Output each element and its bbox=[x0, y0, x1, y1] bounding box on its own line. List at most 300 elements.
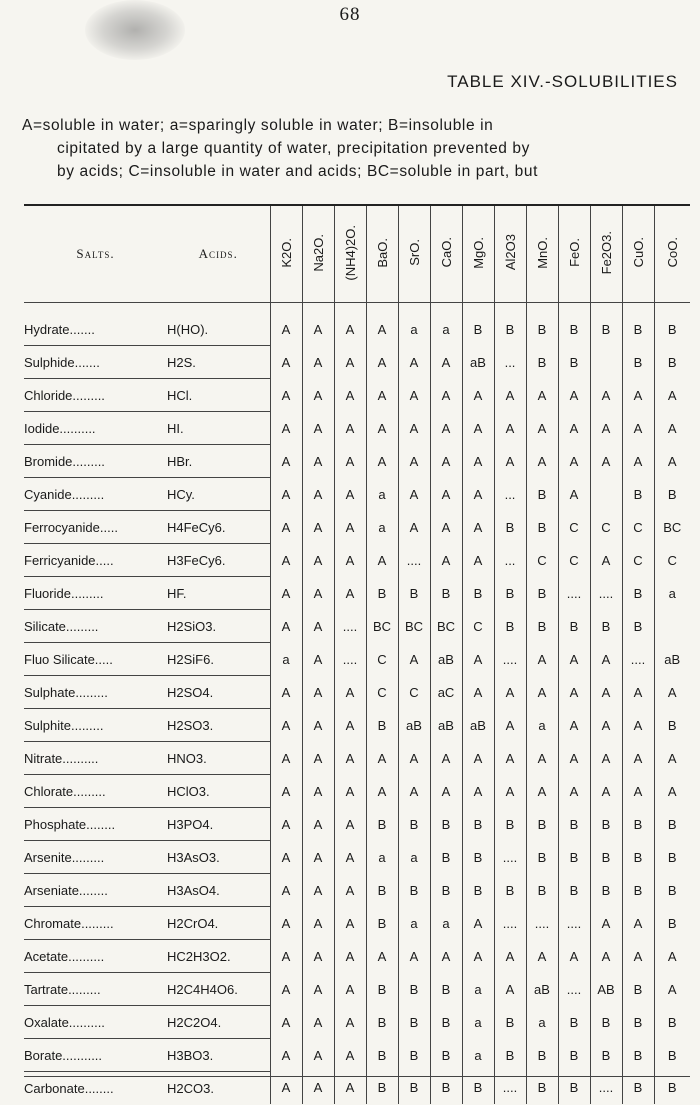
solubility-cell: A bbox=[622, 445, 654, 478]
solubility-cell: A bbox=[398, 412, 430, 445]
solubility-cell: B bbox=[558, 1006, 590, 1039]
table-row bbox=[24, 973, 690, 1006]
solubility-cell: B bbox=[558, 808, 590, 841]
solubility-cell: A bbox=[302, 379, 334, 412]
base-header bbox=[430, 205, 462, 303]
base-header-label: BaO. bbox=[374, 237, 390, 268]
solubility-cell: B bbox=[590, 1039, 622, 1072]
solubility-cell: B bbox=[590, 1006, 622, 1039]
solubility-cell: B bbox=[462, 313, 494, 346]
solubility-cell: A bbox=[398, 445, 430, 478]
solubility-cell: B bbox=[622, 478, 654, 511]
solubility-cell: A bbox=[270, 775, 302, 808]
table-row bbox=[24, 1039, 690, 1072]
acid-formula: HClO3. bbox=[167, 775, 270, 808]
solubility-cell: ... bbox=[494, 346, 526, 379]
solubility-cell: B bbox=[590, 313, 622, 346]
salt-name: Acetate.......... bbox=[24, 940, 167, 973]
solubility-cell: A bbox=[302, 1072, 334, 1105]
solubility-cell: A bbox=[302, 478, 334, 511]
solubility-cell: A bbox=[302, 577, 334, 610]
solubility-cell: B bbox=[622, 577, 654, 610]
solubility-cell: B bbox=[462, 808, 494, 841]
solubility-cell: B bbox=[398, 1072, 430, 1105]
solubility-cell: A bbox=[302, 973, 334, 1006]
solubility-cell: C bbox=[398, 676, 430, 709]
solubility-cell: A bbox=[334, 445, 366, 478]
solubility-cell: A bbox=[270, 742, 302, 775]
solubility-cell: A bbox=[430, 445, 462, 478]
base-header bbox=[654, 205, 690, 303]
solubility-cell: B bbox=[654, 907, 690, 940]
solubility-cell: .... bbox=[494, 907, 526, 940]
solubility-cell: B bbox=[654, 1006, 690, 1039]
solubility-cell: A bbox=[302, 742, 334, 775]
solubility-cell: A bbox=[398, 379, 430, 412]
solubility-cell bbox=[590, 346, 622, 379]
solubility-cell: A bbox=[334, 379, 366, 412]
solubility-cell: A bbox=[622, 775, 654, 808]
acid-formula: HNO3. bbox=[167, 742, 270, 775]
solubility-cell: A bbox=[622, 940, 654, 973]
solubility-cell: A bbox=[334, 808, 366, 841]
table-row bbox=[24, 643, 690, 676]
solubility-cell: A bbox=[590, 676, 622, 709]
solubility-cell: B bbox=[526, 841, 558, 874]
solubility-cell: A bbox=[654, 412, 690, 445]
solubility-cell: A bbox=[302, 841, 334, 874]
salt-name: Hydrate....... bbox=[24, 313, 167, 346]
solubility-cell: A bbox=[270, 445, 302, 478]
solubility-cell: A bbox=[654, 445, 690, 478]
solubility-cell: A bbox=[334, 841, 366, 874]
solubility-cell: a bbox=[366, 478, 398, 511]
solubility-cell: A bbox=[654, 775, 690, 808]
solubility-cell: A bbox=[558, 379, 590, 412]
solubility-cell: AB bbox=[590, 973, 622, 1006]
solubility-cell: B bbox=[654, 313, 690, 346]
base-header bbox=[366, 205, 398, 303]
table-row bbox=[24, 412, 690, 445]
solubility-cell: .... bbox=[334, 610, 366, 643]
solubility-cell: A bbox=[494, 709, 526, 742]
solubility-cell: A bbox=[590, 907, 622, 940]
solubility-cell: a bbox=[270, 643, 302, 676]
table-row bbox=[24, 907, 690, 940]
acid-formula: HC2H3O2. bbox=[167, 940, 270, 973]
salt-name: Arseniate........ bbox=[24, 874, 167, 907]
solubility-cell: A bbox=[526, 412, 558, 445]
solubility-cell: B bbox=[494, 1039, 526, 1072]
solubility-cell: A bbox=[430, 544, 462, 577]
solubility-cell: A bbox=[558, 643, 590, 676]
solubility-cell: A bbox=[334, 1006, 366, 1039]
solubility-cell: A bbox=[334, 1072, 366, 1105]
solubility-cell: A bbox=[270, 379, 302, 412]
solubility-cell: A bbox=[526, 379, 558, 412]
acid-formula: H2C4H4O6. bbox=[167, 973, 270, 1006]
solubility-cell: A bbox=[270, 478, 302, 511]
solubility-cell: C bbox=[590, 511, 622, 544]
solubility-cell: A bbox=[590, 379, 622, 412]
solubility-cell: B bbox=[430, 1006, 462, 1039]
table-row bbox=[24, 445, 690, 478]
solubility-cell: A bbox=[334, 412, 366, 445]
table-row bbox=[24, 511, 690, 544]
salt-name: Chlorate......... bbox=[24, 775, 167, 808]
solubility-cell: B bbox=[558, 1072, 590, 1105]
solubility-cell: B bbox=[526, 346, 558, 379]
solubility-cell: A bbox=[302, 808, 334, 841]
solubility-cell: ... bbox=[494, 478, 526, 511]
solubility-cell: A bbox=[558, 412, 590, 445]
solubility-cell: B bbox=[430, 577, 462, 610]
solubility-cell: B bbox=[590, 841, 622, 874]
salt-name: Fluoride......... bbox=[24, 577, 167, 610]
acid-formula: H2SiF6. bbox=[167, 643, 270, 676]
solubility-cell: A bbox=[302, 676, 334, 709]
acid-formula: H2CO3. bbox=[167, 1072, 270, 1105]
salt-name: Borate........... bbox=[24, 1039, 167, 1072]
solubility-cell: A bbox=[270, 907, 302, 940]
solubility-cell: A bbox=[270, 313, 302, 346]
solubility-cell: .... bbox=[590, 577, 622, 610]
solubility-table bbox=[24, 204, 690, 1104]
solubility-cell: A bbox=[270, 874, 302, 907]
solubility-cell: B bbox=[654, 478, 690, 511]
solubility-cell: A bbox=[270, 412, 302, 445]
solubility-cell: B bbox=[558, 346, 590, 379]
solubility-cell: B bbox=[622, 1072, 654, 1105]
base-header bbox=[462, 205, 494, 303]
solubility-cell: .... bbox=[494, 643, 526, 676]
solubility-cell: B bbox=[398, 1006, 430, 1039]
solubility-cell: a bbox=[398, 313, 430, 346]
table-row bbox=[24, 610, 690, 643]
table-row bbox=[24, 940, 690, 973]
solubility-cell: B bbox=[398, 874, 430, 907]
acid-formula: H3BO3. bbox=[167, 1039, 270, 1072]
acid-formula: H2CrO4. bbox=[167, 907, 270, 940]
solubility-cell: A bbox=[462, 445, 494, 478]
solubility-cell: A bbox=[526, 742, 558, 775]
solubility-cell: a bbox=[366, 511, 398, 544]
base-header-label: CuO. bbox=[630, 237, 646, 268]
solubility-cell: A bbox=[302, 610, 334, 643]
solubility-cell: A bbox=[270, 973, 302, 1006]
solubility-cell: A bbox=[590, 412, 622, 445]
base-header-label: Al2O3 bbox=[502, 234, 518, 271]
salt-name: Nitrate.......... bbox=[24, 742, 167, 775]
solubility-cell: A bbox=[622, 412, 654, 445]
table-row bbox=[24, 313, 690, 346]
solubility-cell: A bbox=[654, 940, 690, 973]
salt-name: Cyanide......... bbox=[24, 478, 167, 511]
acid-formula: H(HO). bbox=[167, 313, 270, 346]
solubility-cell: C bbox=[526, 544, 558, 577]
solubility-cell: B bbox=[366, 808, 398, 841]
page-number: 68 bbox=[339, 4, 361, 25]
solubility-cell: B bbox=[654, 808, 690, 841]
salt-name: Chromate......... bbox=[24, 907, 167, 940]
solubility-cell: B bbox=[526, 1039, 558, 1072]
solubility-cell: B bbox=[366, 973, 398, 1006]
solubility-cell: C bbox=[558, 511, 590, 544]
solubility-cell: aB bbox=[526, 973, 558, 1006]
solubility-cell: ... bbox=[494, 544, 526, 577]
solubility-cell: A bbox=[398, 346, 430, 379]
base-header-label: (NH4)2O. bbox=[342, 224, 358, 281]
solubility-cell: C bbox=[622, 511, 654, 544]
solubility-cell: A bbox=[494, 412, 526, 445]
solubility-cell: A bbox=[622, 709, 654, 742]
solubility-cell: B bbox=[654, 346, 690, 379]
solubility-cell: A bbox=[334, 874, 366, 907]
solubility-cell: A bbox=[462, 412, 494, 445]
solubility-cell: C bbox=[654, 544, 690, 577]
solubility-cell: B bbox=[494, 313, 526, 346]
solubility-cell: B bbox=[526, 1072, 558, 1105]
solubility-cell: A bbox=[366, 379, 398, 412]
solubility-cell: A bbox=[590, 643, 622, 676]
solubility-cell: C bbox=[462, 610, 494, 643]
solubility-cell: A bbox=[494, 379, 526, 412]
solubility-cell: B bbox=[590, 808, 622, 841]
solubility-cell: A bbox=[334, 709, 366, 742]
solubility-cell: a bbox=[430, 313, 462, 346]
solubility-cell: .... bbox=[622, 643, 654, 676]
solubility-cell: a bbox=[462, 1039, 494, 1072]
solubility-cell: B bbox=[654, 874, 690, 907]
solubility-cell: a bbox=[526, 1006, 558, 1039]
solubility-cell: A bbox=[270, 346, 302, 379]
solubility-cell: A bbox=[366, 775, 398, 808]
solubility-cell: A bbox=[302, 1006, 334, 1039]
solubility-cell: aB bbox=[430, 643, 462, 676]
solubility-cell: A bbox=[270, 676, 302, 709]
solubility-cell: A bbox=[366, 940, 398, 973]
solubility-cell: A bbox=[430, 346, 462, 379]
acid-formula: H2SO4. bbox=[167, 676, 270, 709]
solubility-cell: A bbox=[494, 742, 526, 775]
acid-formula: H2SO3. bbox=[167, 709, 270, 742]
table-row bbox=[24, 1006, 690, 1039]
solubility-cell: A bbox=[270, 808, 302, 841]
solubility-cell: a bbox=[398, 907, 430, 940]
solubility-cell: A bbox=[558, 742, 590, 775]
acid-formula: H2C2O4. bbox=[167, 1006, 270, 1039]
solubility-cell: B bbox=[398, 577, 430, 610]
table-row bbox=[24, 841, 690, 874]
solubility-cell: aB bbox=[654, 643, 690, 676]
solubility-cell: B bbox=[622, 346, 654, 379]
solubility-cell: A bbox=[558, 445, 590, 478]
solubility-cell: A bbox=[430, 940, 462, 973]
solubility-cell: A bbox=[462, 643, 494, 676]
solubility-cell: A bbox=[526, 775, 558, 808]
table-row bbox=[24, 577, 690, 610]
base-header-label: FeO. bbox=[566, 238, 582, 267]
solubility-cell: B bbox=[494, 610, 526, 643]
solubility-cell: B bbox=[526, 313, 558, 346]
solubility-cell: B bbox=[366, 577, 398, 610]
solubility-cell: B bbox=[494, 1006, 526, 1039]
solubility-cell: aB bbox=[462, 346, 494, 379]
solubility-cell: A bbox=[398, 775, 430, 808]
base-header-label: K2O. bbox=[278, 237, 294, 268]
solubility-cell: A bbox=[334, 907, 366, 940]
solubility-cell: A bbox=[622, 907, 654, 940]
solubility-cell: B bbox=[622, 874, 654, 907]
solubility-cell: B bbox=[654, 709, 690, 742]
base-header bbox=[622, 205, 654, 303]
table-row bbox=[24, 775, 690, 808]
base-header-label: CoO. bbox=[664, 237, 680, 268]
acid-formula: HF. bbox=[167, 577, 270, 610]
table-row bbox=[24, 709, 690, 742]
solubility-cell: B bbox=[430, 841, 462, 874]
solubility-cell: A bbox=[334, 1039, 366, 1072]
base-header-label: SrO. bbox=[406, 239, 422, 266]
salt-name: Sulphate......... bbox=[24, 676, 167, 709]
solubility-cell: A bbox=[302, 643, 334, 676]
solubility-cell: BC bbox=[430, 610, 462, 643]
acid-formula: H2SiO3. bbox=[167, 610, 270, 643]
solubility-cell: A bbox=[622, 742, 654, 775]
solubility-cell: A bbox=[302, 907, 334, 940]
solubility-cell: B bbox=[398, 1039, 430, 1072]
solubility-cell: A bbox=[590, 775, 622, 808]
solubility-cell: B bbox=[622, 610, 654, 643]
solubility-cell: A bbox=[270, 709, 302, 742]
solubility-cell: A bbox=[334, 973, 366, 1006]
solubility-cell: A bbox=[334, 742, 366, 775]
solubility-cell: A bbox=[622, 676, 654, 709]
solubility-cell: A bbox=[622, 379, 654, 412]
solubility-cell: B bbox=[622, 313, 654, 346]
salt-name: Ferrocyanide..... bbox=[24, 511, 167, 544]
base-header bbox=[494, 205, 526, 303]
solubility-cell: B bbox=[398, 973, 430, 1006]
salt-name: Tartrate......... bbox=[24, 973, 167, 1006]
solubility-cell: a bbox=[526, 709, 558, 742]
salt-name: Phosphate........ bbox=[24, 808, 167, 841]
solubility-cell: A bbox=[590, 940, 622, 973]
solubility-cell: B bbox=[526, 577, 558, 610]
solubility-cell: A bbox=[302, 544, 334, 577]
solubility-cell: .... bbox=[494, 841, 526, 874]
solubility-cell: .... bbox=[558, 577, 590, 610]
solubility-cell: A bbox=[526, 676, 558, 709]
solubility-cell: A bbox=[334, 346, 366, 379]
solubility-cell: A bbox=[558, 709, 590, 742]
solubility-cell: A bbox=[366, 412, 398, 445]
solubility-cell: B bbox=[558, 841, 590, 874]
solubility-cell: a bbox=[366, 841, 398, 874]
solubility-cell: B bbox=[462, 874, 494, 907]
solubility-cell bbox=[590, 478, 622, 511]
solubility-cell: B bbox=[462, 1072, 494, 1105]
solubility-cell: B bbox=[366, 1039, 398, 1072]
acid-formula: H3PO4. bbox=[167, 808, 270, 841]
solubility-cell: .... bbox=[526, 907, 558, 940]
solubility-cell: A bbox=[270, 1039, 302, 1072]
solubility-cell: A bbox=[302, 709, 334, 742]
acid-formula: H3AsO4. bbox=[167, 874, 270, 907]
solubility-cell: A bbox=[270, 841, 302, 874]
solubility-cell: BC bbox=[398, 610, 430, 643]
solubility-cell: a bbox=[654, 577, 690, 610]
solubility-cell: A bbox=[334, 511, 366, 544]
solubility-cell: A bbox=[302, 775, 334, 808]
solubility-cell: B bbox=[430, 973, 462, 1006]
solubility-cell: B bbox=[654, 1072, 690, 1105]
solubility-cell: B bbox=[622, 1039, 654, 1072]
salt-name: Arsenite......... bbox=[24, 841, 167, 874]
solubility-cell: A bbox=[494, 940, 526, 973]
solubility-cell: A bbox=[334, 544, 366, 577]
solubility-cell: .... bbox=[558, 973, 590, 1006]
solubility-cell: .... bbox=[398, 544, 430, 577]
solubility-cell: B bbox=[366, 1072, 398, 1105]
table-title: TABLE XIV.-SOLUBILITIES bbox=[447, 72, 678, 91]
solubility-cell: A bbox=[462, 940, 494, 973]
table-row bbox=[24, 478, 690, 511]
solubility-cell: A bbox=[302, 313, 334, 346]
solubility-cell: A bbox=[270, 1006, 302, 1039]
solubility-cell: B bbox=[654, 841, 690, 874]
solubility-cell: A bbox=[366, 544, 398, 577]
solubility-cell: .... bbox=[494, 1072, 526, 1105]
solubility-cell: A bbox=[302, 1039, 334, 1072]
solubility-cell: A bbox=[334, 676, 366, 709]
salt-name: Fluo Silicate..... bbox=[24, 643, 167, 676]
solubility-cell: A bbox=[430, 412, 462, 445]
table-row bbox=[24, 742, 690, 775]
legend-line: A=soluble in water; a=sparingly soluble in water; B=insoluble in bbox=[22, 117, 494, 134]
solubility-cell: B bbox=[558, 313, 590, 346]
solubility-cell: B bbox=[494, 577, 526, 610]
solubility-cell: A bbox=[270, 1072, 302, 1105]
solubility-cell: A bbox=[430, 511, 462, 544]
solubility-cell: A bbox=[590, 544, 622, 577]
solubility-cell: B bbox=[462, 841, 494, 874]
solubility-cell: A bbox=[302, 511, 334, 544]
acid-formula: H3AsO3. bbox=[167, 841, 270, 874]
solubility-cell: B bbox=[526, 610, 558, 643]
solubility-cell: A bbox=[398, 742, 430, 775]
solubility-cell: A bbox=[526, 940, 558, 973]
solubility-cell: B bbox=[558, 610, 590, 643]
solubility-cell: B bbox=[526, 874, 558, 907]
solubility-cell: C bbox=[558, 544, 590, 577]
solubility-cell: A bbox=[334, 577, 366, 610]
acids-header: Acids. bbox=[167, 205, 270, 303]
base-header-label: Fe2O3. bbox=[598, 230, 614, 275]
legend-line: by acids; C=insoluble in water and acids; BC=soluble in part, but bbox=[57, 163, 538, 180]
acid-formula: HBr. bbox=[167, 445, 270, 478]
solubility-cell: A bbox=[526, 445, 558, 478]
solubility-cell: A bbox=[462, 544, 494, 577]
salt-name: Silicate......... bbox=[24, 610, 167, 643]
solubility-cell: A bbox=[494, 445, 526, 478]
salt-name: Ferricyanide..... bbox=[24, 544, 167, 577]
solubility-cell: A bbox=[334, 478, 366, 511]
solubility-cell: B bbox=[622, 973, 654, 1006]
solubility-cell: A bbox=[270, 610, 302, 643]
table-row bbox=[24, 874, 690, 907]
acid-formula: HI. bbox=[167, 412, 270, 445]
